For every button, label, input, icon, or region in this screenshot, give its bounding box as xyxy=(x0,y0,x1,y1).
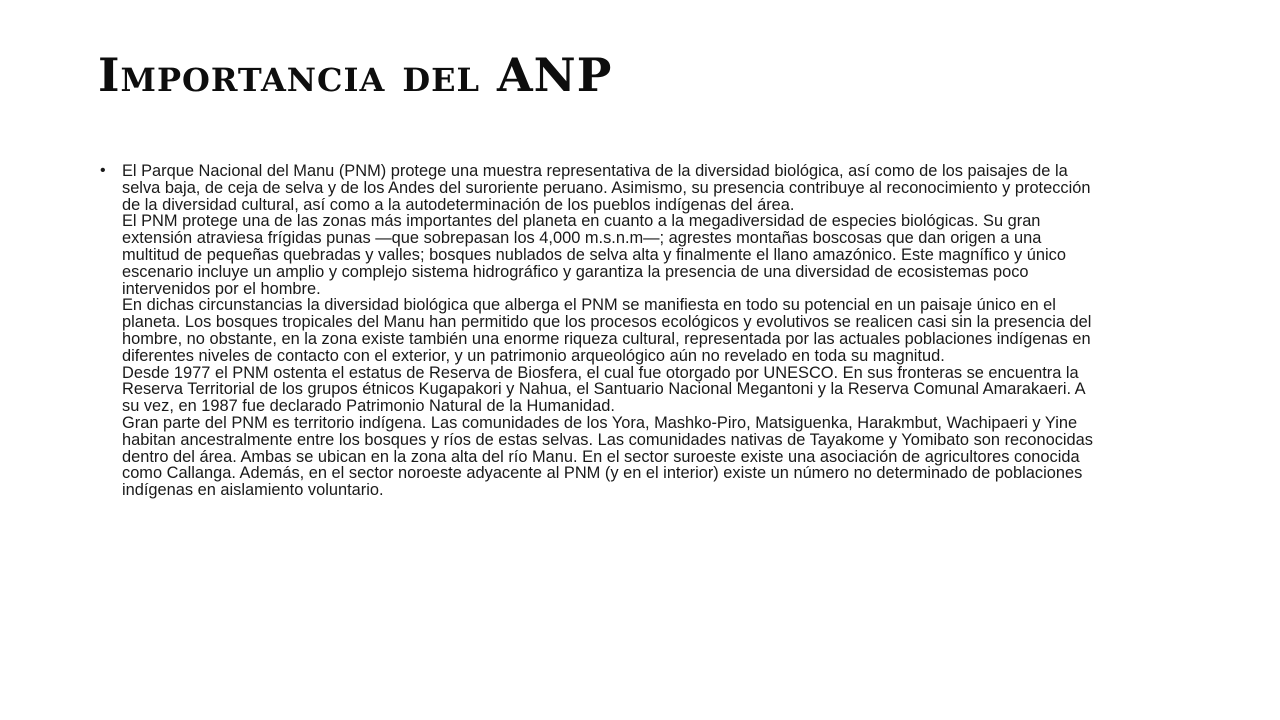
paragraph-biological-diversity: En dichas circunstancias la diversidad biológica que alberga el PNM se manifiesta en todo su potencial en un paisaje único en el planeta. Los bosques tropicales del Manu han permitido que los procesos ecológicos y evolutivos se realicen casi sin la presencia del hombre, no obstante, en la zona existe también una enorme riqueza cultural, representada por las actuales poblaciones indígenas en diferentes niveles de contacto con el exterior, y un patrimonio arqueológico aún no revelado en toda su magnitud. xyxy=(122,296,1092,365)
slide-title: Importancia del ANP xyxy=(98,48,613,102)
paragraph-indigenous-territory: Gran parte del PNM es territorio indígena. Las comunidades de los Yora, Mashko-Piro, Matsiguenka, Harakmbut, Wachipaeri y Yine habitan ancestralmente entre los bosques y ríos de estas selvas. Las comunidades nativas de Tayakome y Yomibato son reconocidas dentro del área. Ambas se ubican en la zona alta del río Manu. En el sector suroeste existe una asociación de agricultores conocida como Callanga. Además, en el sector noroeste adyacente al PNM (y en el interior) existe un número no determinado de poblaciones indígenas en aislamiento voluntario. xyxy=(122,413,1093,500)
slide-body xyxy=(100,163,1100,499)
paragraph-intro: El Parque Nacional del Manu (PNM) protege una muestra representativa de la diversidad biológica, así como de los paisajes de la selva baja, de ceja de selva y de los Andes del suroriente peruano. Asimismo, su presencia contribuye al reconocimiento y protección de la diversidad cultural, así como a la autodeterminación de los pueblos indígenas del área. xyxy=(122,162,1091,214)
paragraph-megadiversity: El PNM protege una de las zonas más importantes del planeta en cuanto a la megadiversidad de especies biológicas. Su gran extensión atraviesa frígidas punas —que sobrepasan los 4,000 m.s.n.m—; agrestes montañas boscosas que dan origen a una multitud de pequeñas quebradas y valles; bosques nublados de selva alta y finalmente el llano amazónico. Este magnífico y único escenario incluye un amplio y complejo sistema hidrográfico y garantiza la presencia de una diversidad de ecosistemas poco intervenidos por el hombre. xyxy=(122,212,1066,298)
paragraph-biosphere-reserve: Desde 1977 el PNM ostenta el estatus de Reserva de Biosfera, el cual fue otorgado por UNESCO. En sus fronteras se encuentra la Reserva Territorial de los grupos étnicos Kugapakori y Nahua, el Santuario Nacional Megantoni y la Reserva Comunal Amarakaeri. A su vez, en 1987 fue declarado Patrimonio Natural de la Humanidad. xyxy=(122,363,1085,416)
bullet-text xyxy=(122,163,1100,499)
bullet-item xyxy=(100,163,1100,499)
bullet-marker: • xyxy=(100,162,106,179)
